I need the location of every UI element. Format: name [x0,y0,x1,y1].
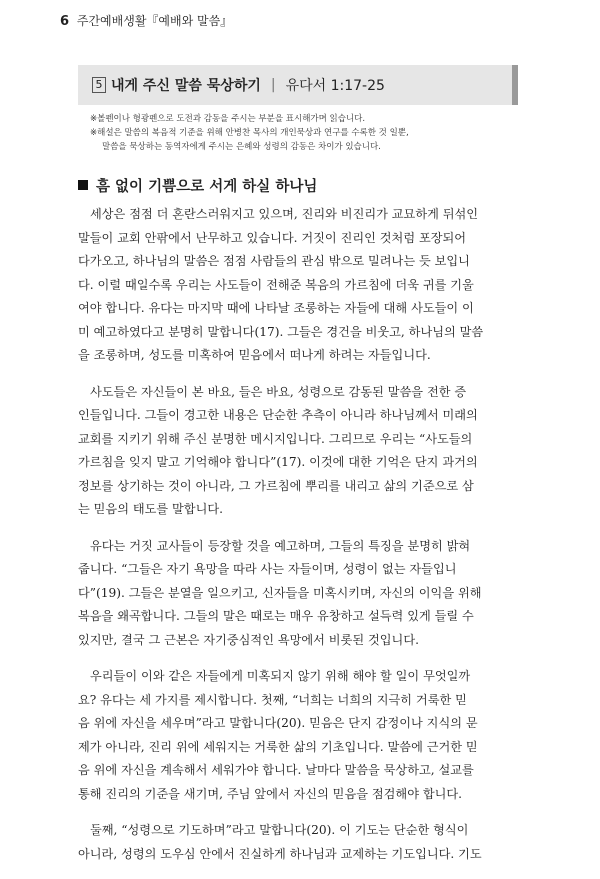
paragraph [78,819,518,866]
note-line: ※해설은 말씀의 복음적 기준을 위해 안병찬 목사의 개인묵상과 연구를 수록한 것 일뿐, [90,128,409,138]
section-divider: | [270,77,276,93]
text-line: 말들이 교회 안팎에서 난무하고 있습니다. 거짓이 진리인 것처럼 포장되어 [78,230,467,245]
text-line: 유다는 거짓 교사들이 등장할 것을 예고하며, 그들의 특징을 분명히 밝혀 [90,538,471,553]
text-line: 있지만, 결국 그 근본은 자기중심적인 욕망에서 비롯된 것입니다. [78,632,419,647]
paragraph [78,665,518,806]
reading-notes [90,112,520,154]
text-line: 여야 합니다. 유다는 마지막 때에 나타날 조롱하는 자들에 대해 사도들이 이 [78,301,474,315]
text-line: 복음을 왜곡합니다. 그들의 말은 때로는 매우 유창하고 설득력 있게 들릴 수 [78,609,474,623]
heading-text: 흠 없이 기쁨으로 서게 하실 하나님 [96,179,318,195]
text-line: 는 믿음의 태도를 말합니다. [78,502,224,516]
section-title: 내게 주신 말씀 묵상하기 [111,78,261,94]
text-line: 세상은 점점 더 혼란스러워지고 있으며, 진리와 비진리가 교묘하게 뒤섞인 [90,207,479,221]
page-number: 6 [60,14,70,29]
paragraph [78,535,518,653]
text-line: 을 조롱하며, 성도를 미혹하여 믿음에서 떠나게 하려는 자들입니다. [78,348,431,362]
text-line: 다가오고, 하나님의 말씀은 점점 사람들의 관심 밖으로 밀려나는 듯 보입니 [78,254,470,268]
text-line: 다. 이럴 때일수록 우리는 사도들이 전해준 복음의 가르침에 더욱 귀를 기울 [78,277,474,292]
section-title-bar [78,65,518,105]
meditation-body [78,203,518,879]
text-line: 우리들이 이와 같은 자들에게 미혹되지 않기 위해 해야 할 일이 무엇일까 [90,669,471,683]
text-line: 사도들은 자신들이 본 바요, 들은 바요, 성령으로 감동된 말씀을 전한 증 [90,384,467,399]
text-line: 제가 아니라, 진리 위에 세워지는 거룩한 삶의 기초입니다. 말씀에 근거한 믿 [78,739,478,754]
text-line: 요? 유다는 세 가지를 제시합니다. 첫째, “너희는 너희의 지극히 거룩한 믿 [78,692,467,707]
text-line: 미 예고하였다고 분명히 말합니다(17). 그들은 경건을 비웃고, 하나님의 말씀 [78,324,484,339]
text-line: 아니라, 성령의 도우심 안에서 진실하게 하나님과 교제하는 기도입니다. 기도 [78,846,482,861]
note-line: 말씀을 묵상하는 동역자에게 주시는 은혜와 성령의 감동은 차이가 있습니다. [102,142,381,152]
text-line: 음 위에 자신을 계속해서 세워가야 합니다. 날마다 말씀을 묵상하고, 설교를 [78,763,474,777]
text-line: 교회를 지키기 위해 주신 분명한 메시지입니다. 그리므로 우리는 “사도들의 [78,431,473,446]
meditation-heading [78,175,317,196]
text-line: 다”(19). 그들은 분열을 일으키고, 신자들을 미혹시키며, 자신의 이익을 위해 [78,585,482,600]
text-line: 둘째, “성령으로 기도하며”라고 말합니다(20). 이 기도는 단순한 형식이 [90,823,469,837]
scripture-reference: 유다서 1:17-25 [285,78,385,94]
text-line: 통해 진리의 기준을 새기며, 주님 앞에서 자신의 믿음을 점검해야 합니다. [78,786,463,801]
text-line: 가르침을 잊지 말고 기억해야 합니다”(17). 이것에 대한 기억은 단지 과거의 [78,455,478,469]
note-line: ※볼펜이나 형광펜으로 도전과 감동을 주시는 부분을 표시해가며 읽습니다. [90,114,366,124]
text-line: 정보를 상기하는 것이 아니라, 그 가르침에 뿌리를 내리고 삶의 기준으로 삼 [78,478,474,493]
square-bullet-icon [78,180,88,190]
paragraph [78,381,518,522]
paragraph [78,203,518,368]
text-line: 인들입니다. 그들이 경고한 내용은 단순한 추측이 아니라 하나님께서 미래의 [78,408,478,422]
running-title: 주간예배생활『예배와 말씀』 [76,14,233,28]
page-header [60,12,232,29]
text-line: 음 위에 자신을 세우며”라고 말합니다(20). 믿음은 단지 감정이나 지식의 문 [78,716,478,730]
text-line: 줍니다. “그들은 자기 욕망을 따라 사는 자들이며, 성령이 없는 자들입니 [78,562,457,576]
section-number: 5 [92,77,106,93]
